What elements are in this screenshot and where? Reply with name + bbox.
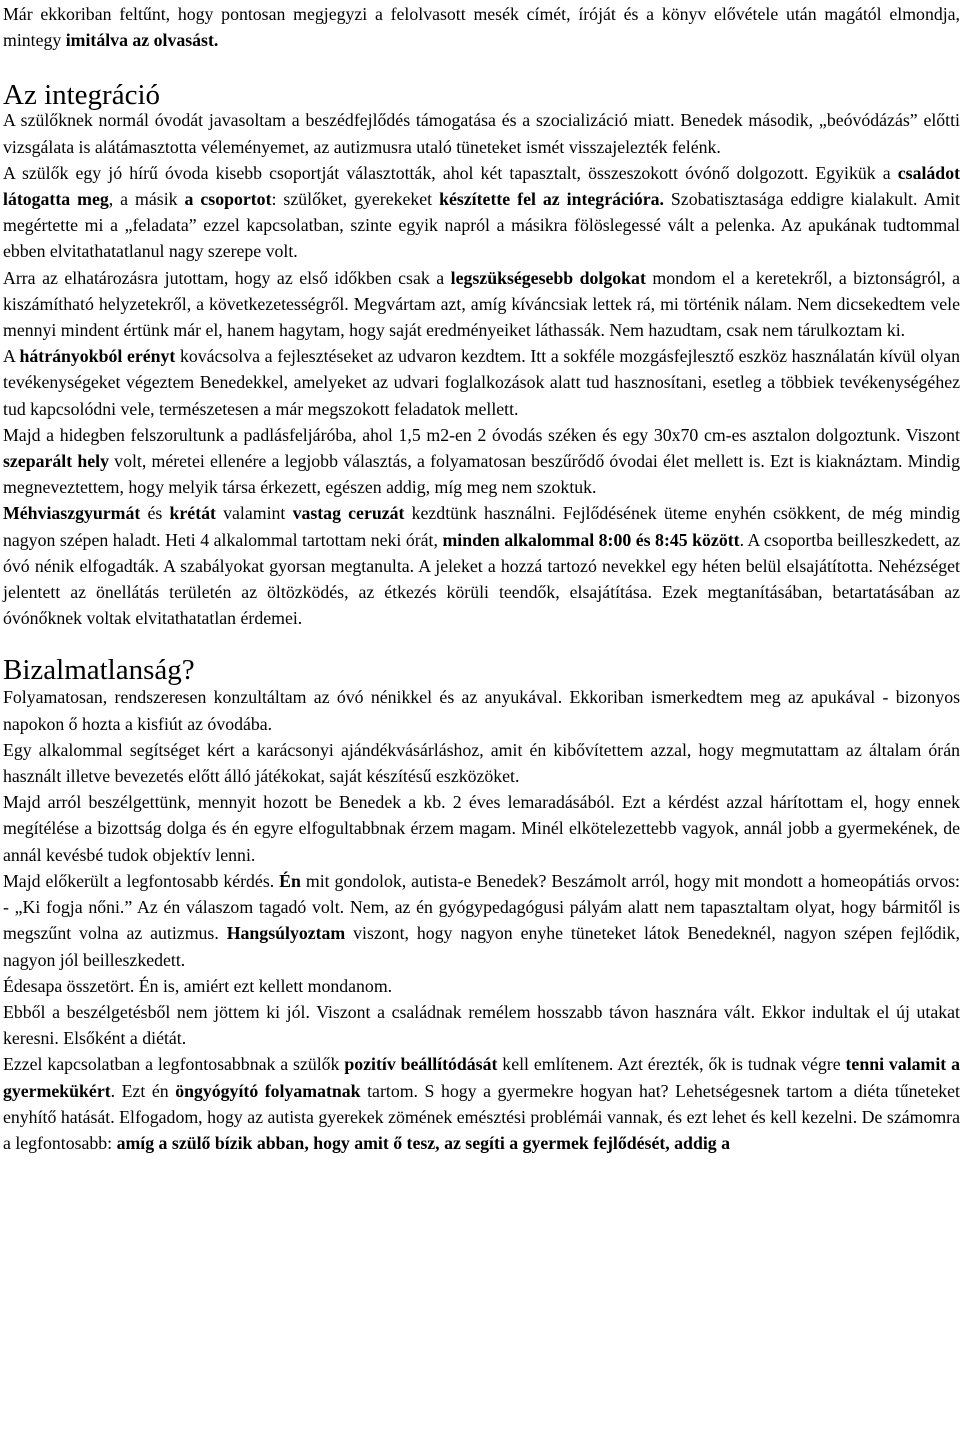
document-page xyxy=(3,0,960,1156)
bold-text-run: tenni valamit a gyermekükért xyxy=(3,1054,960,1101)
paragraph xyxy=(3,789,960,868)
section-heading-bizalmatlansag: Bizalmatlanság? xyxy=(3,654,195,687)
text-run: : szülőket, gyerekeket xyxy=(271,189,440,210)
section-heading-integracio: Az integráció xyxy=(3,79,161,112)
paragraph xyxy=(3,343,960,422)
text-run: Majd előkerült a legfontosabb kérdés. xyxy=(3,870,280,891)
text-run: Szobatisztasága eddigre kialakult. Amit megértette mi a „feladata” ezzel kapcsolatban, szinte egyik napról a másikra fölöslegessé vált a pelenka. Az apukának tudtommal ebben elvitathatatlanul nagy szerepe volt. xyxy=(3,189,960,262)
bold-text-run: legszükségesebb dolgokat xyxy=(450,267,646,288)
bold-text-run: Hangsúlyoztam xyxy=(226,923,346,944)
bold-text-run: imitálva az olvasást. xyxy=(65,30,219,51)
bold-text-run: krétát xyxy=(169,503,216,524)
bold-text-run: a csoportot xyxy=(184,189,272,210)
paragraph xyxy=(3,1051,960,1156)
bold-text-run: pozitív beállítódását xyxy=(344,1054,498,1075)
text-run: A szülők egy jó hírű óvoda kisebb csoportját választották, ahol két tapasztalt, összeszokott óvónő dolgozott. Egyikük a xyxy=(3,162,898,183)
bold-text-run: Méhviaszgyurmát xyxy=(3,503,141,524)
text-run: kovácsolva a fejlesztéseket az udvaron kezdtem. Itt a sokféle mozgásfejlesztő eszköz használatán kívül olyan tevékenységeket végeztem Benedekkel, amelyeket az udvari foglalkozások alatt tud hasznosítani, esetleg a többiek tevékenységéhez tud kapcsolódni vele, természetesen a már megszokott feladatok mellett. xyxy=(3,346,960,419)
bold-text-run: vastag ceruzát xyxy=(292,503,405,524)
paragraph xyxy=(3,684,960,736)
bold-text-run: szeparált hely xyxy=(3,451,109,472)
text-run: Édesapa összetört. Én is, amiért ezt kellett mondanom. xyxy=(3,975,393,996)
text-run: . Ezt én xyxy=(110,1080,176,1101)
paragraph xyxy=(3,868,960,973)
text-run: Folyamatosan, rendszeresen konzultáltam az óvó nénikkel és az anyukával. Ekkoriban ismerkedtem meg az apukával - bizonyos napokon ő hozta a kisfiút az óvodába. xyxy=(3,687,960,734)
section-body-integracio xyxy=(3,107,960,631)
text-run: Majd a hidegben felszorultunk a padlásfeljáróba, ahol 1,5 m2-en 2 óvodás széken és egy 30x70 cm-es asztalon dolgoztunk. Viszont xyxy=(3,424,960,445)
text-run: , a másik xyxy=(108,189,185,210)
paragraph xyxy=(3,265,960,344)
bold-text-run: minden alkalommal 8:00 és 8:45 között xyxy=(442,529,740,550)
text-run: A xyxy=(3,346,20,367)
section-body-bizalmatlansag xyxy=(3,684,960,1156)
paragraph xyxy=(3,422,960,501)
text-run: Majd arról beszélgettünk, mennyit hozott be Benedek a kb. 2 éves lemaradásából. Ezt a kérdést azzal hárítottam el, hogy ennek megítélése a bizottság dolga és én egyre elfogultabbnak érzem magam. Minél elkötelezettebb vagyok, annál jobb a gyermekének, de annál kevésbé tudok objektív lenni. xyxy=(3,792,960,865)
intro-paragraph xyxy=(3,1,960,53)
paragraph xyxy=(3,160,960,265)
text-run: tartom. S hogy a gyermekre hogyan hat? Lehetségesnek tartom a diéta tűneteket enyhítő hatását. Elfogadom, hogy az autista gyerekek zömének emésztési problémái vannak, és ezt lehet és kell kezelni. De számomra a legfontosabb: xyxy=(3,1080,960,1153)
text-run: és xyxy=(140,503,170,524)
paragraph xyxy=(3,737,960,789)
text-run: valamint xyxy=(215,503,293,524)
text-run: Már ekkoriban feltűnt, hogy pontosan megjegyzi a felolvasott mesék címét, íróját és a könyv elővétele után magától elmondja, mintegy xyxy=(3,4,960,51)
text-run: mit gondolok, autista-e Benedek? Beszámolt arról, hogy mit mondott a homeopátiás orvos: - „Ki fogja nőni.” Az én válaszom tagadó volt. Nem, az én gyógypedagógusi pályám alatt nem tapasztaltam olyat, hogy bármitől is megszűnt volna az autizmus. xyxy=(3,870,960,944)
text-run: volt, méretei ellenére a legjobb választás, a folyamatosan beszűrődő óvodai élet mellett is. Ezt is kiaknáztam. Mindig megneveztettem, hogy melyik társa érkezett, egészen addig, míg meg nem szoktuk. xyxy=(3,451,960,498)
bold-text-run: készítette fel az integrációra. xyxy=(439,189,664,210)
text-run: Egy alkalommal segítséget kért a karácsonyi ajándékvásárláshoz, amit én kibővítettem azzal, hogy megmutattam az általam órán használt illetve bevezetés előtt álló játékokat, saját készítésű eszközöket. xyxy=(3,739,960,787)
text-run: kezdtünk használni. Fejlődésének üteme enyhén csökkent, de még mindig nagyon szépen haladt. Heti 4 alkalommal tartottam neki órát, xyxy=(3,503,960,550)
text-run: mondom el a keretekről, a biztonságról, a kiszámítható helyzetekről, a következetességről. Megvártam azt, amíg kíváncsiak lettek rá, mi történik nálam. Nem dicsekedtem vele mennyi mindent értünk már el, hanem hagytam, hogy saját eredményeiket láthassák. Nem hazudtam, csak nem tárulkoztam ki. xyxy=(3,267,960,341)
text-run: Ezzel kapcsolatban a legfontosabbnak a szülők xyxy=(3,1054,345,1075)
paragraph xyxy=(3,973,960,999)
text-run: kell említenem. Azt érezték, ők is tudnak végre xyxy=(497,1054,846,1075)
bold-text-run: hátrányokból erényt xyxy=(19,346,176,367)
text-run: A szülőknek normál óvodát javasoltam a beszédfejlődés támogatása és a szocializáció miatt. Benedek második, „beóvódázás” előtti vizsgálata is alátámasztotta véleményemet, az autizmusra utaló tüneteket ismét visszajelezték felénk. xyxy=(3,110,960,157)
paragraph xyxy=(3,999,960,1051)
text-run: Arra az elhatározásra jutottam, hogy az első időkben csak a xyxy=(3,267,451,288)
bold-text-run: amíg a szülő bízik abban, hogy amit ő tesz, az segíti a gyermek fejlődését, addig a xyxy=(116,1132,730,1153)
bold-text-run: Én xyxy=(279,870,301,891)
text-run: Ebből a beszélgetésből nem jöttem ki jól. Viszont a családnak remélem hosszabb távon hasznára vált. Ekkor indultak el új utakat keresni. Elsőként a diétát. xyxy=(3,1001,960,1049)
paragraph xyxy=(3,500,960,631)
bold-text-run: családot látogatta meg xyxy=(3,162,960,210)
paragraph xyxy=(3,107,960,159)
text-run: viszont, hogy nagyon enyhe tüneteket látok Benedeknél, nagyon szépen fejlődik, nagyon jól beilleszkedett. xyxy=(3,923,960,970)
text-run: . A csoportba beilleszkedett, az óvó nénik elfogadták. A szabályokat gyorsan megtanulta. A jeleket a hozzá tartozó nevekkel egy héten belül elsajátította. Nehézséget jelentett az önellátás területén az öltözködés, az étkezés körüli teendők, elsajátítása. Ezek megtanításában, betartatásában az óvónőknek voltak elvitathatatlan érdemei. xyxy=(3,529,960,629)
bold-text-run: öngyógyító folyamatnak xyxy=(175,1080,361,1101)
